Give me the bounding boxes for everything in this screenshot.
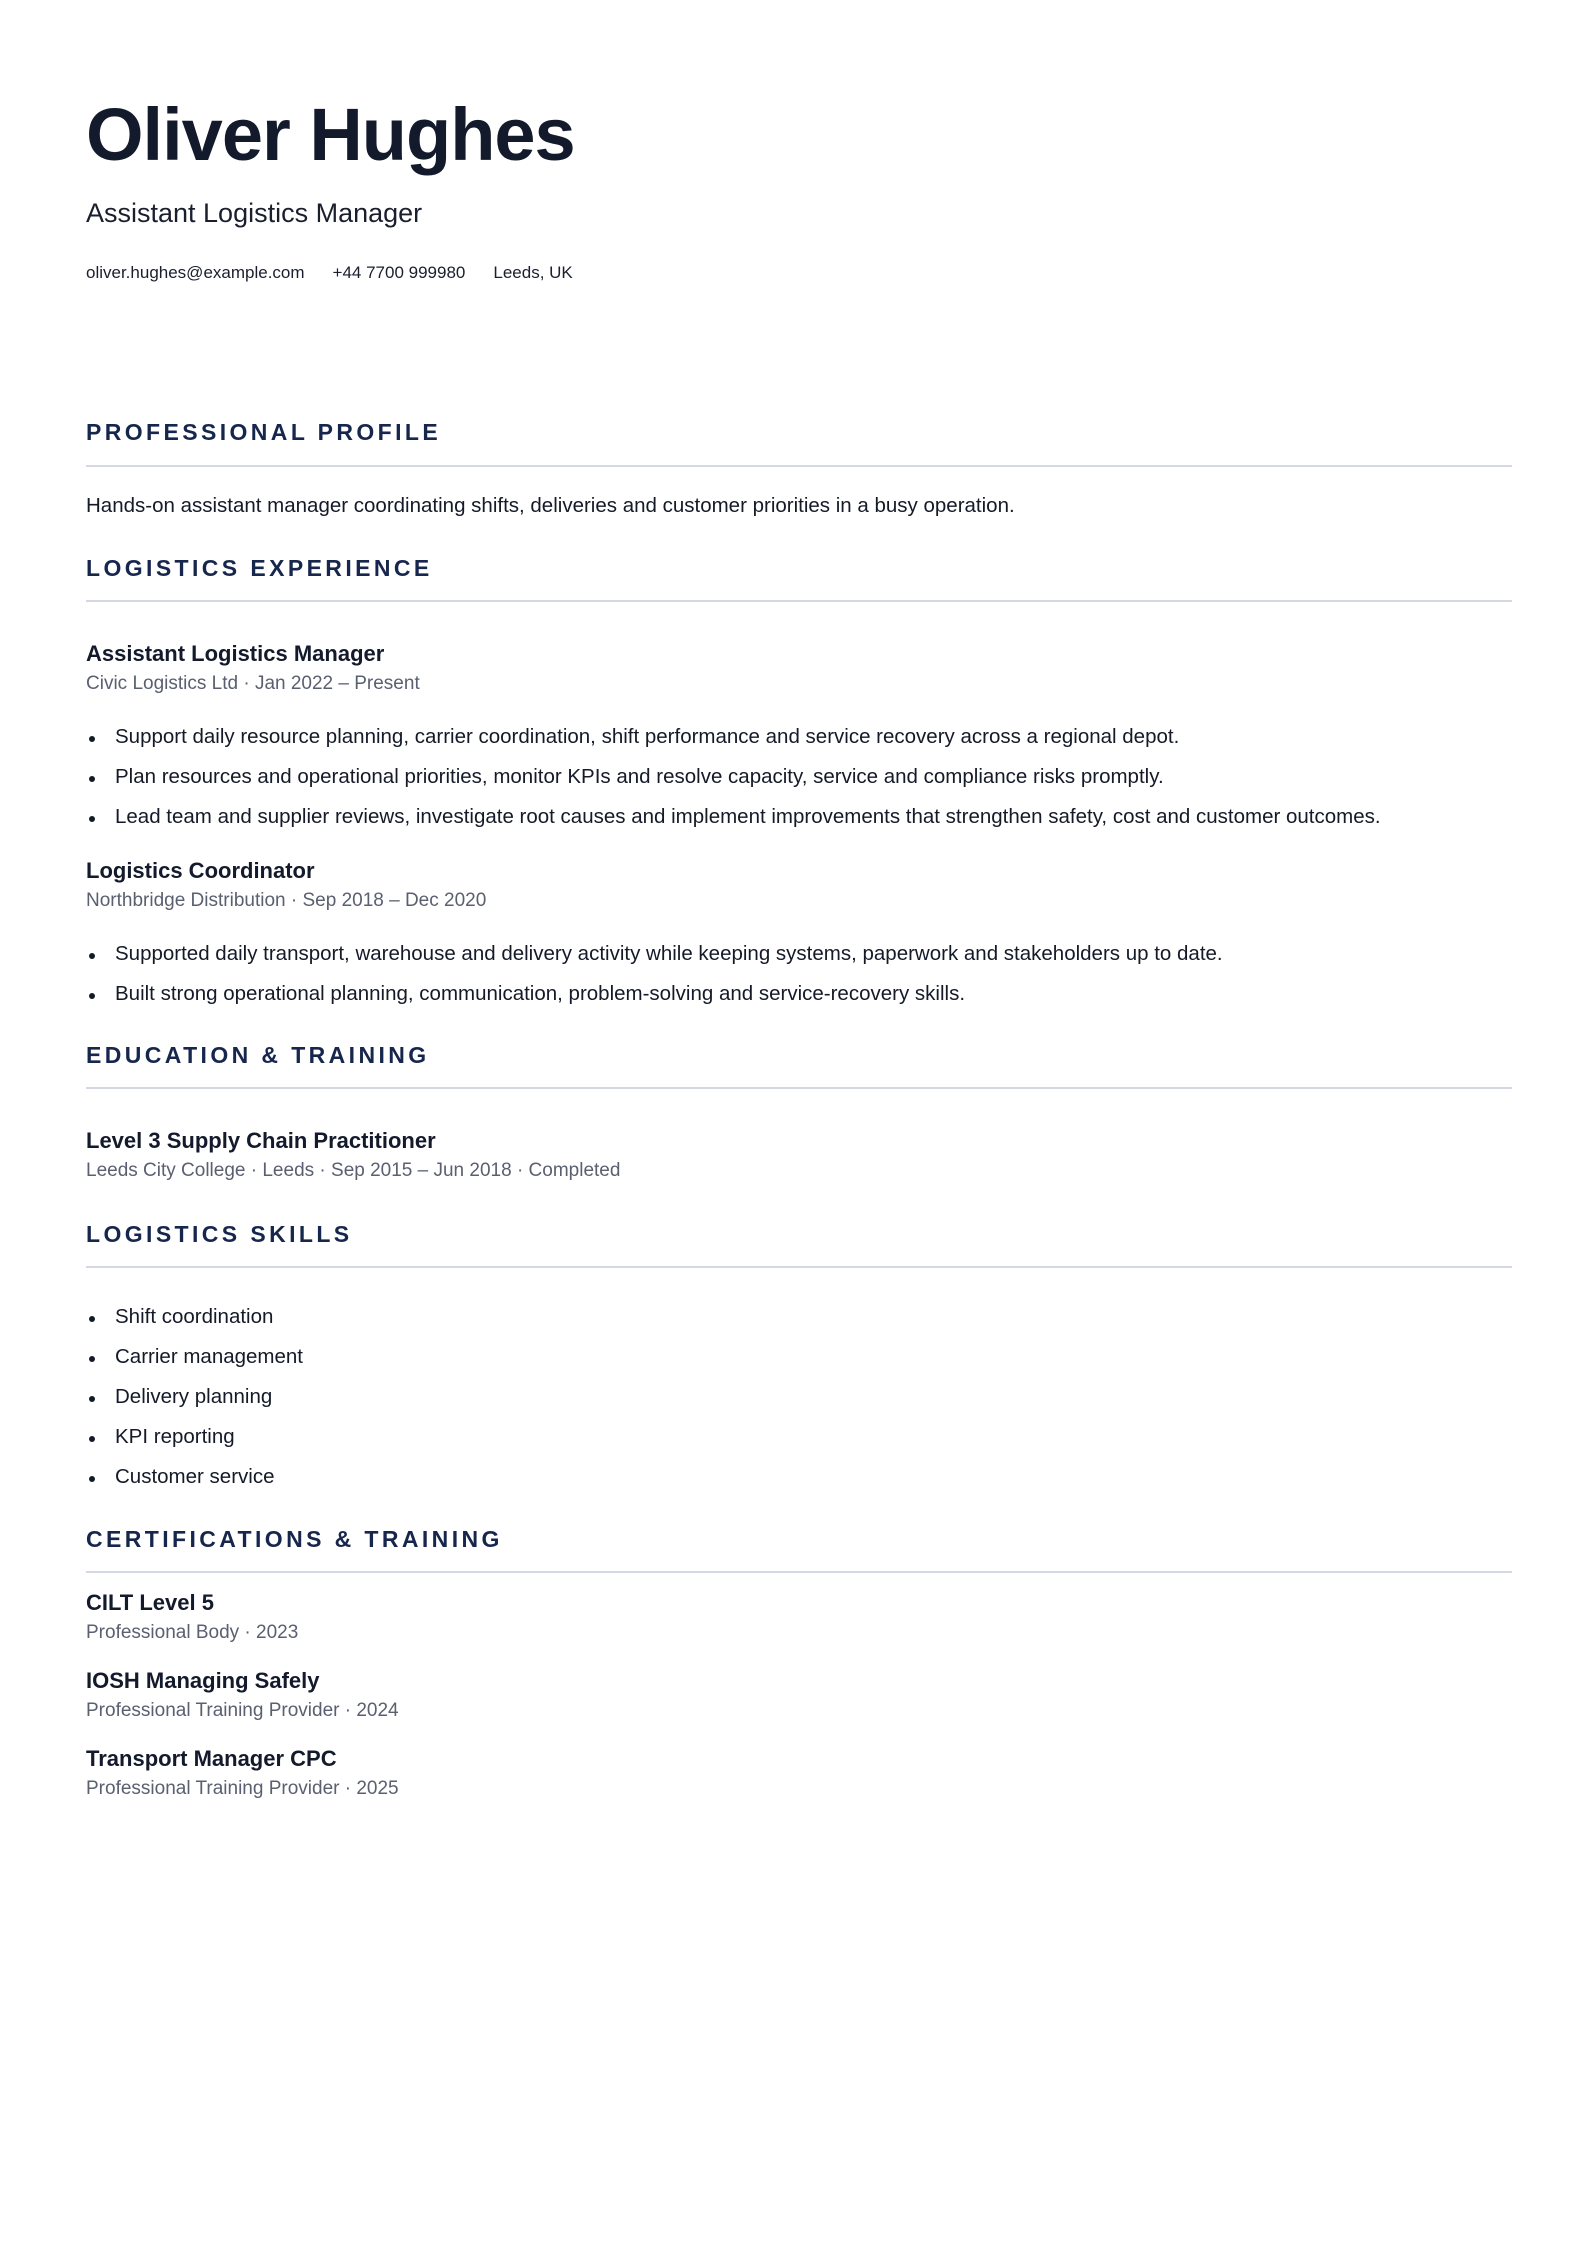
section-divider (86, 1266, 1512, 1268)
job-title: Logistics Coordinator (86, 858, 315, 883)
job-bullet: Lead team and supplier reviews, investigate root causes and implement improvements that strengthen safety, cost and customer outcomes. (86, 805, 1381, 829)
contact-location: Leeds, UK (493, 263, 573, 282)
section-heading-education: EDUCATION & TRAINING (86, 1042, 430, 1068)
job-meta: Civic Logistics Ltd · Jan 2022 – Present (86, 673, 420, 694)
skill-item: Customer service (86, 1465, 275, 1489)
job-bullet: Plan resources and operational priorities, monitor KPIs and resolve capacity, service and compliance risks promptly. (86, 765, 1164, 789)
certification-title: IOSH Managing Safely (86, 1668, 320, 1693)
section-divider (86, 465, 1512, 467)
job-bullet: Built strong operational planning, communication, problem-solving and service-recovery skills. (86, 982, 965, 1006)
section-divider (86, 1571, 1512, 1573)
contact-phone: +44 7700 999980 (332, 263, 466, 282)
skill-item: Shift coordination (86, 1305, 273, 1329)
certification-meta: Professional Training Provider · 2025 (86, 1778, 399, 1799)
section-heading-experience: LOGISTICS EXPERIENCE (86, 555, 433, 581)
education-title: Level 3 Supply Chain Practitioner (86, 1128, 436, 1153)
education-meta: Leeds City College · Leeds · Sep 2015 – Jun 2018 · Completed (86, 1160, 621, 1181)
section-heading-skills: LOGISTICS SKILLS (86, 1221, 353, 1247)
skill-item: KPI reporting (86, 1425, 235, 1449)
job-bullet: Supported daily transport, warehouse and delivery activity while keeping systems, paperwork and stakeholders up to date. (86, 942, 1223, 966)
certification-meta: Professional Training Provider · 2024 (86, 1700, 399, 1721)
section-divider (86, 600, 1512, 602)
section-divider (86, 1087, 1512, 1089)
contact-email: oliver.hughes@example.com (86, 263, 305, 282)
section-heading-certifications: CERTIFICATIONS & TRAINING (86, 1526, 503, 1552)
certification-title: CILT Level 5 (86, 1590, 214, 1615)
skill-item: Carrier management (86, 1345, 303, 1369)
job-title: Assistant Logistics Manager (86, 641, 385, 666)
job-meta: Northbridge Distribution · Sep 2018 – Dec 2020 (86, 890, 487, 911)
profile-summary: Hands-on assistant manager coordinating shifts, deliveries and customer priorities in a busy operation. (86, 494, 1015, 517)
certification-meta: Professional Body · 2023 (86, 1622, 299, 1643)
section-heading-profile: PROFESSIONAL PROFILE (86, 419, 442, 445)
candidate-title: Assistant Logistics Manager (86, 198, 423, 228)
skill-item: Delivery planning (86, 1385, 272, 1409)
contact-line (86, 263, 573, 283)
job-bullet: Support daily resource planning, carrier coordination, shift performance and service recovery across a regional depot. (86, 725, 1179, 749)
certification-title: Transport Manager CPC (86, 1746, 337, 1771)
candidate-name: Oliver Hughes (86, 93, 575, 176)
